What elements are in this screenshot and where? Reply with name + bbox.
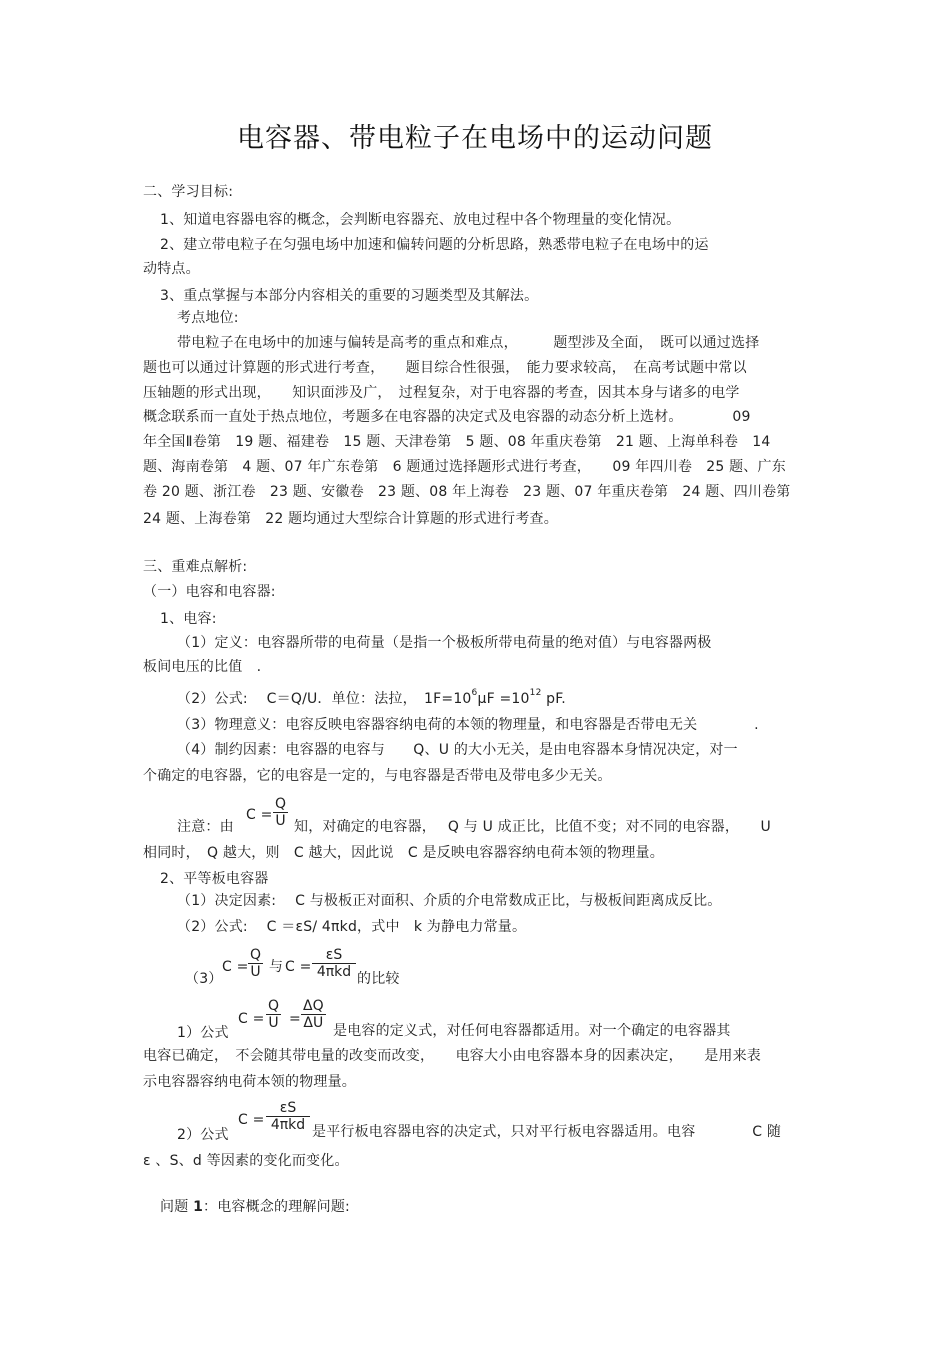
factor-line-1: （4）制约因素：电容器的电容与 Q、U 的大小无关，是由电容器本身情况决定，对一: [177, 742, 738, 758]
compare-prefix: （3）: [185, 971, 223, 987]
denominator: ΔU: [303, 1015, 324, 1031]
denominator: 4πkd: [270, 1117, 306, 1133]
note-prefix: 注意：由: [177, 819, 234, 835]
kaodian-line-4: 概念联系而一直处于热点地位，考题多在电容器的决定式及电容器的动态分析上选材。 09: [143, 409, 751, 425]
numerator: εS: [266, 1100, 310, 1117]
kaodian-line-2: 题也可以通过计算题的形式进行考查， 题目综合性很强， 能力要求较高， 在高考试题中常以: [143, 360, 747, 376]
formula1-fraction-q-over-u: [266, 998, 281, 1031]
section2-heading: 二、学习目标:: [143, 184, 234, 200]
unit-exp-6: 6: [471, 688, 478, 698]
numerator: Q: [268, 998, 280, 1014]
formula2-line-2: ε 、S、d 等因素的变化而变化。: [143, 1153, 349, 1169]
formula-line: [177, 690, 566, 708]
formula1-fraction-dq-over-du: [301, 998, 326, 1031]
compare-fraction-q-over-u: [248, 947, 263, 980]
note-line-2: 相同时， Q 越大，则 C 越大，因此说 C 是反映电容器容纳电荷本领的物理量。: [143, 845, 664, 861]
question-number: 1: [193, 1199, 204, 1215]
item-parallel-plate: 2、平等板电容器: [160, 871, 269, 887]
definition-line-1: （1）定义：电容器所带的电荷量（是指一个极板所带电荷量的绝对值）与电容器两极: [177, 635, 712, 651]
kaodian-line-5: 年全国Ⅱ卷第 19 题、福建卷 15 题、天津卷第 5 题、08 年重庆卷第 21 题、上海单科卷 14: [143, 434, 771, 450]
formula1-line-3: 示电容器容纳电荷本领的物理量。: [143, 1074, 356, 1090]
compare-mid: 与: [269, 959, 284, 975]
denominator: U: [275, 813, 286, 829]
question-text: ：电容概念的理解问题:: [203, 1199, 350, 1215]
denominator: U: [268, 1015, 279, 1031]
formula1-eq: =: [289, 1011, 301, 1027]
note-rest: 知，对确定的电容器， Q 与 U 成正比，比值不变；对不同的电容器， U: [294, 819, 771, 835]
denominator: 4πkd: [316, 964, 352, 980]
formula1-prefix: 1）公式: [177, 1025, 229, 1041]
goal-3: 3、重点掌握与本部分内容相关的重要的习题类型及其解法。: [160, 288, 539, 304]
item-capacitance: 1、电容:: [160, 611, 217, 627]
factor-line-2: 个确定的电容器，它的电容是一定的，与电容器是否带电及带电多少无关。: [143, 768, 612, 784]
physical-meaning: （3）物理意义：电容反映电容器容纳电荷的本领的物理量，和电容器是否带电无关 .: [177, 717, 759, 733]
page-title: 电容器、带电粒子在电场中的运动问题: [237, 123, 713, 154]
compare-c-eq-2: C =: [285, 959, 312, 975]
subsection-1: （一）电容和电容器:: [143, 584, 276, 600]
kaodian-line-6: 题、海南卷第 4 题、07 年广东卷第 6 题通过选择题形式进行考查， 09 年四川卷 25 题、广东: [143, 459, 786, 475]
unit-pf: pF.: [541, 691, 566, 707]
numerator: εS: [312, 947, 356, 964]
formula1-line-2: 电容已确定， 不会随其带电量的改变而改变， 电容大小由电容器本身的因素决定， 是用来表: [143, 1048, 761, 1064]
formula1-text: 是电容的定义式，对任何电容器都适用。对一个确定的电容器其: [333, 1023, 731, 1039]
kaodian-line-1: 带电粒子在电场中的加速与偏转是高考的重点和难点， 题型涉及全面， 既可以通过选择: [177, 335, 760, 351]
goal-2: 2、建立带电粒子在匀强电场中加速和偏转问题的分析思路，熟悉带电粒子在电场中的运: [160, 237, 709, 253]
unit-exp-12: 12: [529, 688, 542, 698]
question-1: [160, 1198, 350, 1216]
question-label: 问题: [160, 1199, 189, 1215]
kaodian-heading: 考点地位:: [177, 310, 239, 326]
formula1-c-eq: C =: [238, 1011, 265, 1027]
formula2-prefix: 2）公式: [177, 1127, 229, 1143]
formula2-fraction-es-over-4pikd: [266, 1100, 310, 1133]
numerator: ΔQ: [303, 998, 324, 1014]
denominator: U: [250, 964, 261, 980]
numerator: Q: [250, 947, 262, 963]
unit-uf: μF =10: [477, 691, 530, 707]
note-c-eq: C =: [246, 807, 273, 823]
formula2-text: 是平行板电容器电容的决定式，只对平行板电容器适用。电容 C 随: [312, 1124, 782, 1140]
compare-fraction-es-over-4pikd: [312, 947, 356, 980]
compare-c-eq-1: C =: [222, 959, 249, 975]
parallel-formula: （2）公式: C ＝εS/ 4πkd，式中 k 为静电力常量。: [177, 919, 527, 935]
compare-suffix: 的比较: [357, 971, 400, 987]
goal-1: 1、知道电容器电容的概念，会判断电容器充、放电过程中各个物理量的变化情况。: [160, 212, 681, 228]
section3-heading: 三、重难点解析:: [143, 559, 248, 575]
goal-2-cont: 动特点。: [143, 261, 200, 277]
kaodian-line-3: 压轴题的形式出现， 知识面涉及广， 过程复杂，对于电容器的考查，因其本身与诸多的电学: [143, 385, 740, 401]
determining-factors: （1）决定因素: C 与极板正对面积、介质的介电常数成正比，与极板间距离成反比。: [177, 893, 722, 909]
definition-line-2: 板间电压的比值 .: [143, 659, 262, 675]
formula2-c-eq: C =: [238, 1112, 265, 1128]
unit-10: 10: [453, 691, 472, 707]
kaodian-line-8: 24 题、上海卷第 22 题均通过大型综合计算题的形式进行考查。: [143, 511, 558, 527]
kaodian-line-7: 卷 20 题、浙江卷 23 题、安徽卷 23 题、08 年上海卷 23 题、07 年重庆卷第 24 题、四川卷第: [143, 484, 791, 500]
note-fraction-q-over-u: [273, 796, 288, 829]
formula-text: （2）公式: C＝Q/U．单位：法拉， 1F=: [177, 691, 454, 707]
numerator: Q: [275, 796, 287, 812]
